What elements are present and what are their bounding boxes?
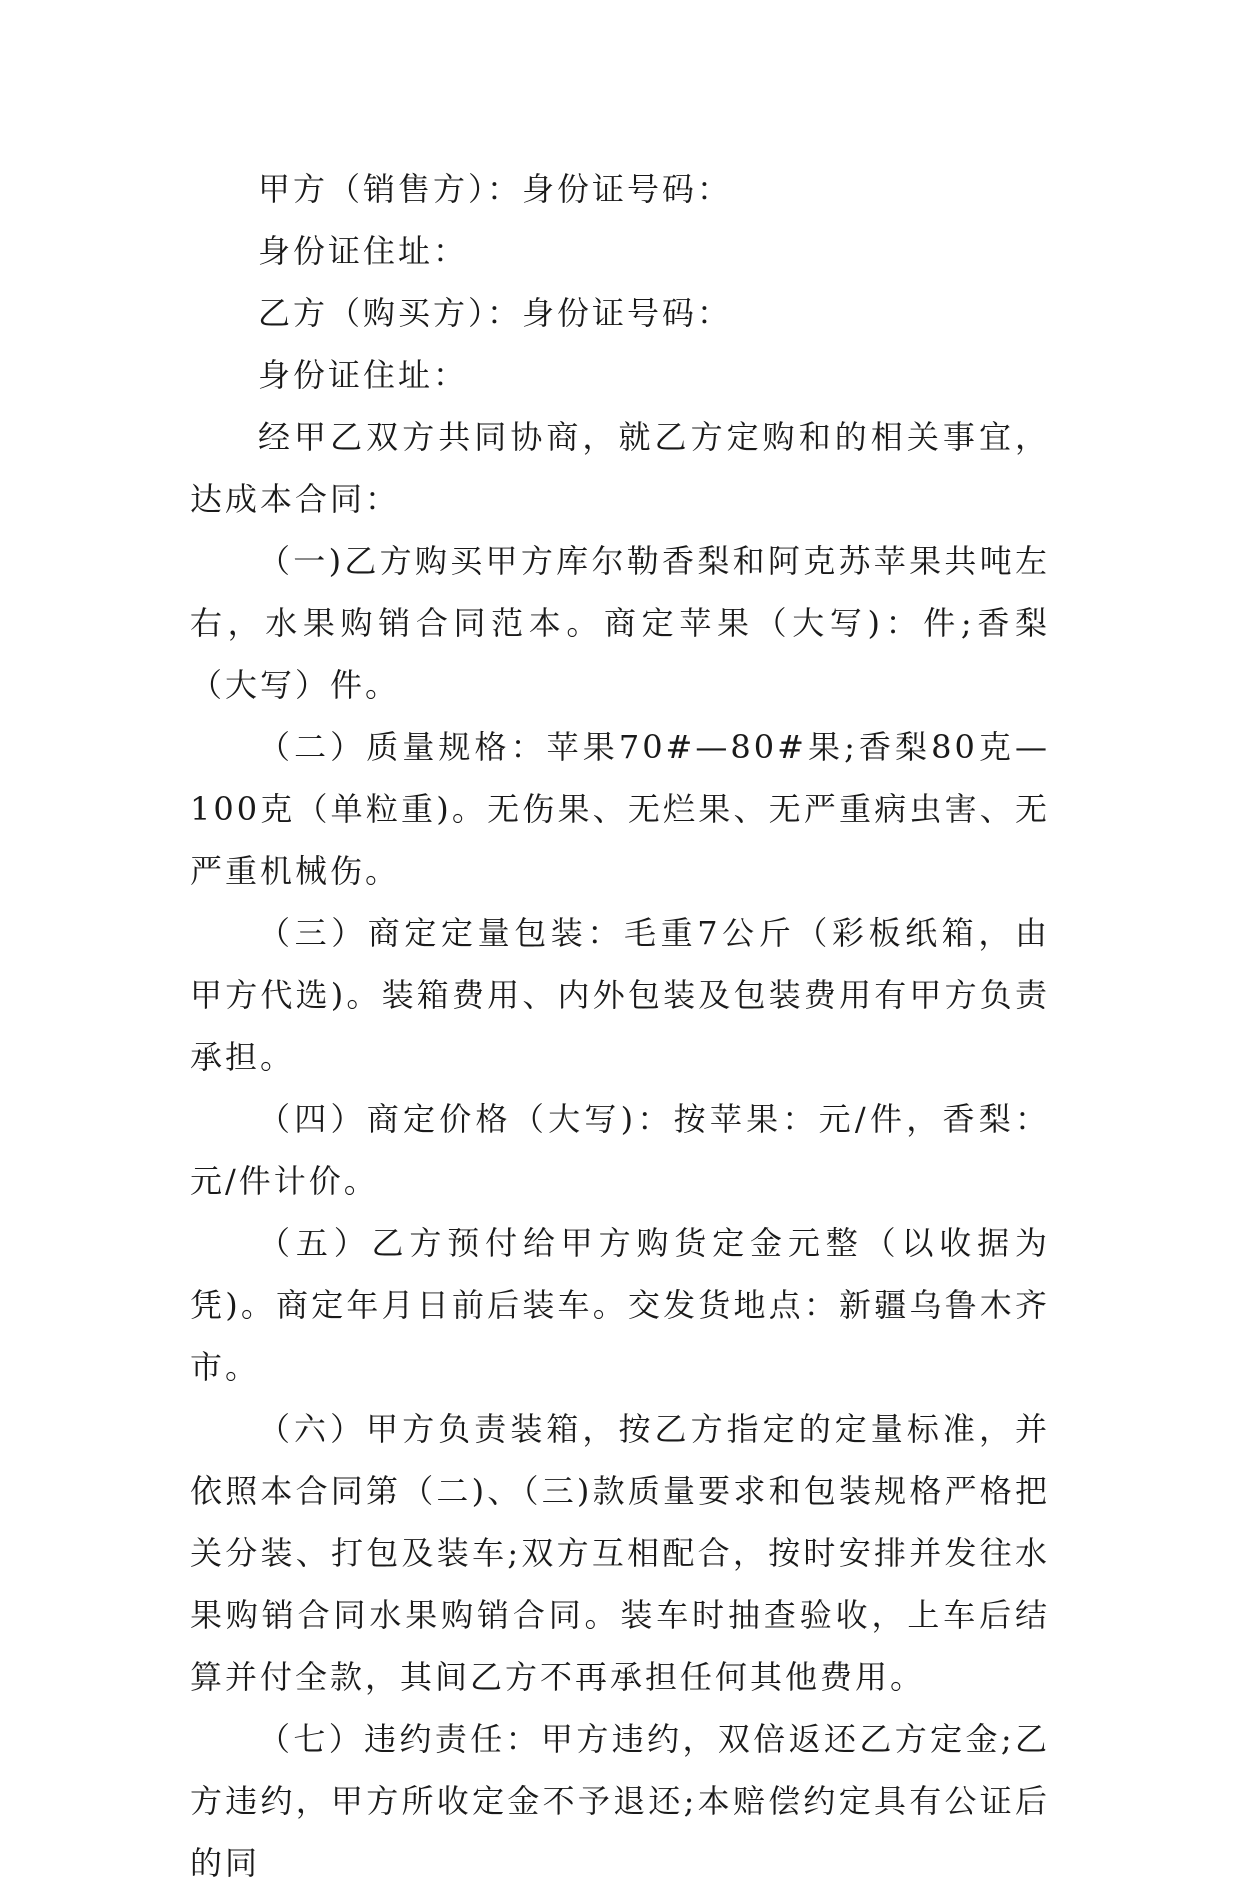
party-a-address-line: 身份证住址：	[258, 232, 469, 270]
clause-4: （四）商定价格（大写)：按苹果：元/件，香梨：元/件计价。	[190, 1100, 1050, 1200]
clause-6: （六）甲方负责装箱，按乙方指定的定量标准，并依照本合同第（二)、（三)款质量要求和包装规格严格把关分装、打包及装车;双方互相配合，按时安排并发往水果购销合同水果购销合同。装车时抽查验收，上车后结算并付全款，其间乙方不再承担任何其他费用。	[190, 1410, 1050, 1696]
party-b-id-line: 乙方（购买方）：身份证号码：	[258, 294, 733, 332]
clause-1: （一)乙方购买甲方库尔勒香梨和阿克苏苹果共吨左右，水果购销合同范本。商定苹果（大写)：件;香梨（大写）件。	[190, 542, 1050, 704]
clause-5: （五）乙方预付给甲方购货定金元整（以收据为凭)。商定年月日前后装车。交发货地点：新疆乌鲁木齐市。	[190, 1224, 1050, 1386]
preamble-paragraph: 经甲乙双方共同协商，就乙方定购和的相关事宜，达成本合同：	[190, 418, 1050, 518]
party-b-address-line: 身份证住址：	[258, 356, 469, 394]
contract-body	[190, 158, 1050, 1894]
clause-3: （三）商定定量包装：毛重7公斤（彩板纸箱，由甲方代选)。装箱费用、内外包装及包装费用有甲方负责承担。	[190, 914, 1050, 1076]
clause-2: （二）质量规格：苹果70#—80#果;香梨80克—100克（单粒重)。无伤果、无烂果、无严重病虫害、无严重机械伤。	[190, 728, 1050, 890]
clause-7: （七）违约责任：甲方违约，双倍返还乙方定金;乙方违约，甲方所收定金不予退还;本赔偿约定具有公证后的同	[190, 1720, 1050, 1882]
party-a-id-line: 甲方（销售方）：身份证号码：	[258, 170, 733, 208]
